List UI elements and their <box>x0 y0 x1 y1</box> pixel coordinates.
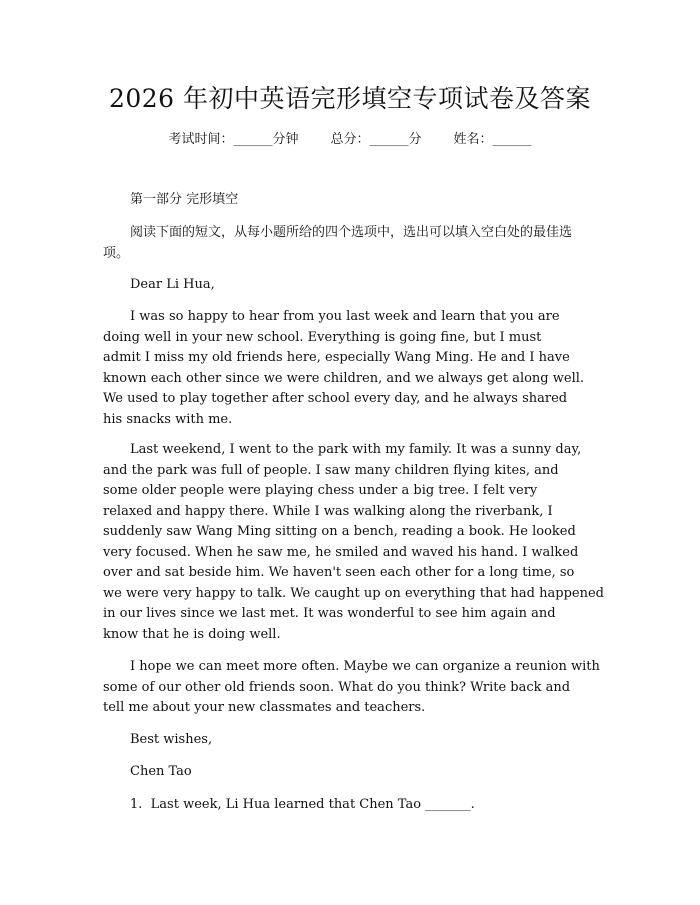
paragraph-line: his snacks with me. <box>103 411 233 427</box>
paragraph-line: Last weekend, I went to the park with my family. It was a sunny day, <box>130 442 582 457</box>
letter-salutation: Dear Li Hua, <box>130 277 215 292</box>
paragraph-line: known each other since we were children, and we always get along well. <box>103 370 585 386</box>
paragraph-line: very focused. When he saw me, he smiled and waved his hand. I walked <box>103 544 579 560</box>
question-number: 1. <box>130 797 143 812</box>
total-score-field: 总分：______分 <box>330 132 422 147</box>
paragraph-line: some of our other old friends soon. What do you think? Write back and <box>103 679 571 695</box>
paragraph-line: admit I miss my old friends here, especially Wang Ming. He and I have <box>103 350 570 365</box>
name-field: 姓名：______ <box>453 132 532 147</box>
letter-paragraph-3 <box>103 657 603 719</box>
instruction-line: 阅读下面的短文，从每小题所给的四个选项中，选出可以填入空白处的最佳选 <box>130 225 573 240</box>
paragraph-line: we were very happy to talk. We caught up on everything that had happened <box>103 585 604 601</box>
paragraph-line: some older people were playing chess under a big tree. I felt very <box>103 483 538 498</box>
section-heading: 第一部分 完形填空 <box>130 192 239 207</box>
question-text: Last week, Li Hua learned that Chen Tao _______. <box>150 797 475 812</box>
letter-paragraph-1 <box>103 307 603 430</box>
exam-time-field: 考试时间：______分钟 <box>168 132 299 147</box>
paragraph-line: in our lives since we last met. It was wonderful to see him again and <box>103 606 556 621</box>
question-item <box>130 795 600 816</box>
paragraph-line: We used to play together after school every day, and he always shared <box>103 391 568 406</box>
instruction-line: 项。 <box>103 245 130 261</box>
paragraph-line: I hope we can meet more often. Maybe we can organize a reunion with <box>130 659 600 674</box>
paragraph-line: suddenly saw Wang Ming sitting on a bench, reading a book. He looked <box>103 524 576 539</box>
paragraph-line: doing well in your new school. Everything is going fine, but I must <box>103 329 542 345</box>
section-instruction <box>103 223 603 264</box>
paragraph-line: relaxed and happy there. While I was walking along the riverbank, I <box>103 503 553 519</box>
paragraph-line: over and sat beside him. We haven't seen each other for a long time, so <box>103 565 575 580</box>
paragraph-line: know that he is doing well. <box>103 626 281 642</box>
paragraph-line: tell me about your new classmates and teachers. <box>103 700 426 715</box>
paragraph-line: and the park was full of people. I saw many children flying kites, and <box>103 462 559 478</box>
page-title: 2026 年初中英语完形填空专项试卷及答案 <box>108 84 592 113</box>
letter-closing: Best wishes, <box>130 732 213 747</box>
paragraph-line: I was so happy to hear from you last week and learn that you are <box>130 309 560 324</box>
exam-info-row <box>0 131 700 149</box>
letter-paragraph-2 <box>103 440 603 645</box>
letter-signature: Chen Tao <box>130 764 192 779</box>
